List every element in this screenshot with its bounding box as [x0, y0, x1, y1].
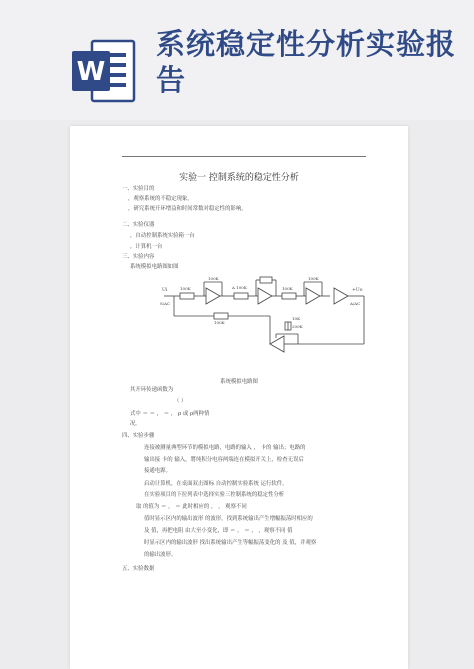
svg-text:W: W — [76, 57, 106, 87]
banner — [0, 0, 474, 120]
text-line: 时显示区内的输出波形 找出系统输出产生等幅振荡变化的 及 值，并观察 — [144, 540, 317, 546]
figure-caption: 系统模拟电路图 — [220, 379, 258, 385]
circuit-label: 10K — [292, 316, 301, 321]
text-line: ，自动控制系统实验箱一台 — [130, 233, 195, 239]
text-line: 其开环传递函数为 — [130, 387, 174, 393]
document-page — [70, 126, 408, 669]
circuit-label: S/AC — [160, 301, 171, 306]
text-line: ，计算机一台 — [130, 244, 163, 250]
circuit-label: Ui — [162, 288, 168, 293]
circuit-label: 100K — [282, 286, 293, 291]
circuit-label: A/AC — [350, 301, 361, 306]
page-title: 系统稳定性分析实验报告 — [156, 27, 457, 97]
text-line: 值时显示区内的输出波形 的波形，找到系统输出产生增幅振荡时相应的 — [144, 516, 313, 522]
document-heading: 实验一 控制系统的稳定性分析 — [179, 173, 299, 183]
text-line: 及 值，再把电阻 由大至小变化，即 ＝ ， ＝ ， ，观察不同 值 — [144, 528, 293, 534]
text-line: 式中 ＝ ＝ ， ＝ ， ρ 或 ρ两种情 — [130, 411, 210, 417]
section-heading: 三、实验内容 — [122, 254, 155, 260]
text-line: 输出接 卡的 输入。將纯积分电容两端连在模拟开关上，检查无误后 — [144, 457, 304, 463]
text-line: 接通电源。 — [144, 468, 171, 474]
word-icon — [70, 37, 138, 105]
text-line: （ ） — [174, 398, 187, 404]
text-line: 取 的值为 ＝ ， ＝ 此时相应的 ， ， 观察不同 — [136, 504, 247, 510]
circuit-label: 100K — [208, 276, 219, 281]
circuit-label: 200K — [292, 324, 303, 329]
section-heading: 五、实验数据 — [122, 566, 155, 572]
circuit-label: A 100K — [232, 285, 247, 290]
section-heading: 二、实验仪器 — [122, 222, 155, 228]
circuit-label: +Uo — [352, 288, 363, 293]
text-line: 启动计算机，在桌面双击图标 自动控制实验系统 运行软件。 — [144, 481, 288, 487]
circuit-diagram — [158, 274, 372, 358]
section-heading: 一、实验目的 — [122, 186, 155, 192]
circuit-label: 100K — [180, 286, 191, 291]
text-line: ，研究系统开环增益和时间常数对稳定性的影响。 — [128, 206, 247, 212]
header-rule — [122, 156, 366, 157]
text-line: 的输出波形。 — [144, 552, 177, 558]
text-line: 系统模拟电路图如图 — [130, 264, 179, 270]
text-line: 况。 — [130, 421, 141, 427]
circuit-label: 100K — [308, 276, 319, 281]
text-line: 在实验项目的下拉列表中选择实验三控制系统的稳定性分析 — [144, 492, 285, 498]
section-heading: 四、实验步骤 — [122, 433, 155, 439]
text-line: 连接被测量典型环节的模拟电路，电路的输入 ， 卡的 输出；电路的 — [144, 445, 306, 451]
text-line: ，观察系统的不稳定现象。 — [128, 196, 193, 202]
circuit-label: 100K — [214, 320, 225, 325]
